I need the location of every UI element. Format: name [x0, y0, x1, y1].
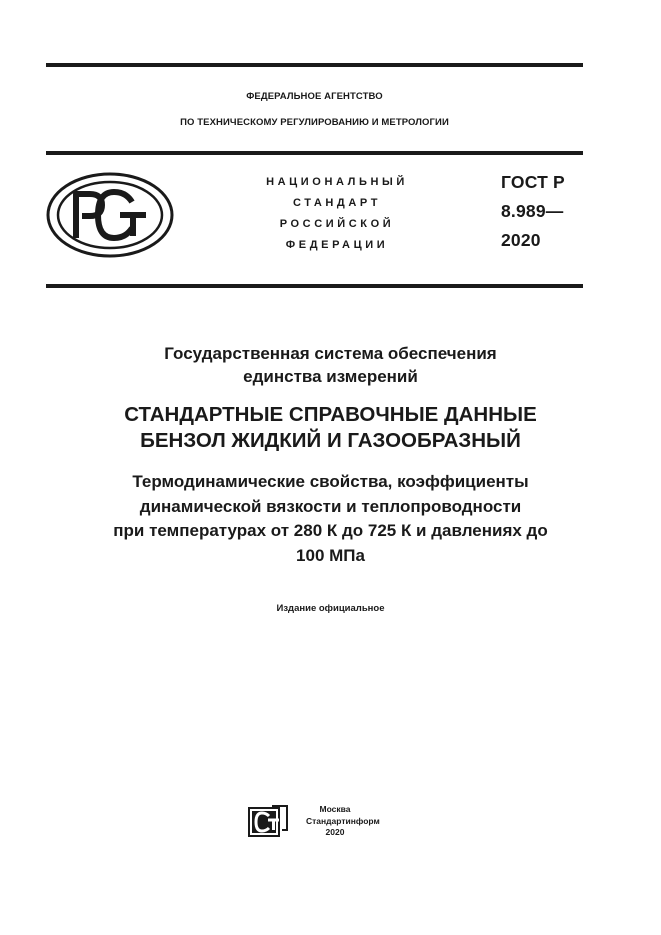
edition-note: Издание официальное: [276, 603, 385, 614]
national-standard-line: ФЕДЕРАЦИИ: [285, 239, 389, 251]
rst-certification-mark-icon: [46, 172, 174, 258]
designation-line: ГОСТ Р: [501, 172, 565, 192]
top-rule: [46, 63, 583, 67]
designation-line: 2020: [501, 230, 541, 250]
publisher-info: [306, 804, 380, 839]
publication-year: 2020: [325, 827, 345, 837]
title-block-rule: [46, 284, 583, 288]
subtitle-line: при температурах от 280 К до 725 К и давлениях до: [113, 521, 548, 540]
document-subtitle: [20, 470, 641, 568]
series-line: единства измерений: [243, 366, 418, 386]
subtitle-line: 100 МПа: [296, 545, 365, 565]
header-rule: [46, 151, 583, 155]
series-line: Государственная система обеспечения: [164, 344, 497, 363]
national-standard-line: РОССИЙСКОЙ: [279, 218, 395, 230]
title-line: СТАНДАРТНЫЕ СПРАВОЧНЫЕ ДАННЫЕ: [124, 403, 537, 426]
standartinform-logo-icon: [248, 804, 288, 838]
subtitle-line: динамической вязкости и теплопроводности: [139, 496, 522, 516]
national-standard-line: НАЦИОНАЛЬНЫЙ: [266, 176, 408, 188]
document-title: [20, 402, 641, 454]
subtitle-line: Термодинамические свойства, коэффициенты: [132, 472, 529, 491]
designation-line: 8.989—: [501, 201, 564, 221]
agency-subtitle: ПО ТЕХНИЧЕСКОМУ РЕГУЛИРОВАНИЮ И МЕТРОЛОГИИ: [180, 117, 449, 128]
publisher-name: Стандартинформ: [306, 815, 380, 826]
title-line: БЕНЗОЛ ЖИДКИЙ И ГАЗООБРАЗНЫЙ: [140, 429, 521, 452]
standard-designation: [501, 168, 565, 255]
agency-name: ФЕДЕРАЛЬНОЕ АГЕНТСТВО: [246, 91, 383, 102]
national-standard-label: [232, 172, 442, 256]
publisher-city: Москва: [319, 804, 351, 814]
national-standard-line: СТАНДАРТ: [292, 197, 382, 209]
series-title: [20, 343, 641, 388]
